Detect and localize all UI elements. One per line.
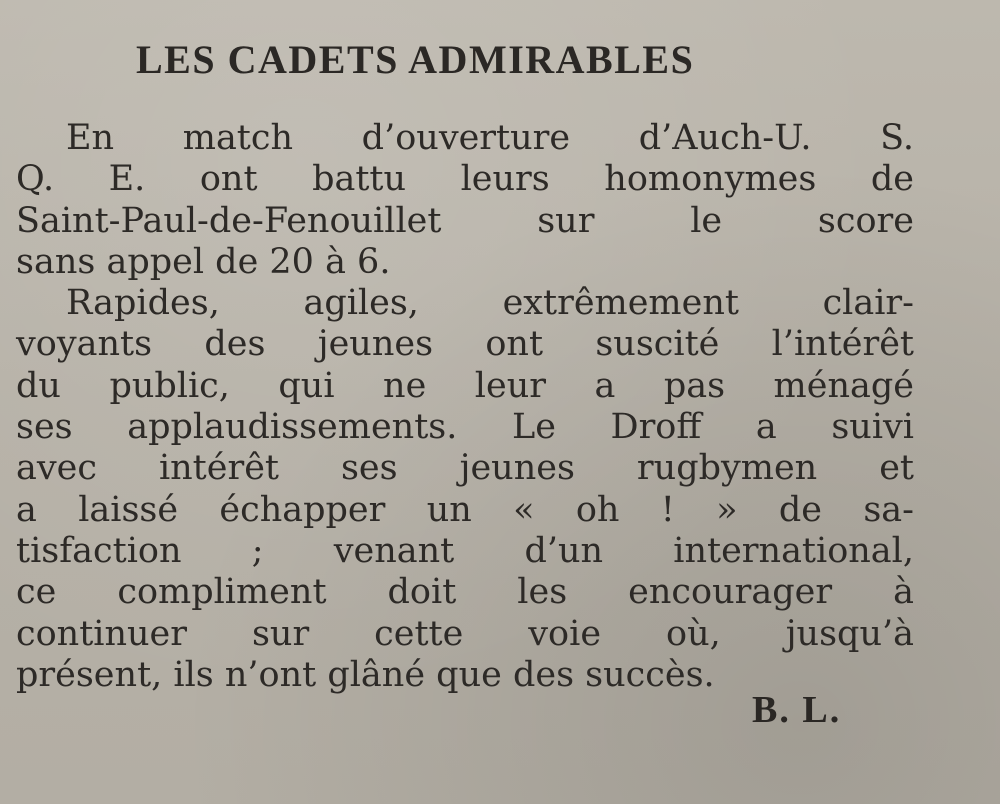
text-line: du public, qui ne leur a pas ménagé [16,365,914,406]
text-line: Rapides, agiles, extrêmement clair- [66,283,914,324]
text-line: ce compliment doit les encourager à [16,572,914,613]
text-line: En match d’ouverture d’Auch-U. S. [66,118,914,158]
paragraph-2 [16,283,914,696]
text-line: ses applaudissements. Le Droff a suivi [16,407,914,448]
text-line: Saint-Paul-de-Fenouillet sur le score [16,200,914,241]
text-line: Q. E. ont battu leurs homonymes de [16,159,914,200]
text-line: continuer sur cette voie où, jusqu’à [16,613,914,654]
article-headline: LES CADETS ADMIRABLES [136,37,695,82]
text-line: a laissé échapper un « oh ! » de sa- [16,489,914,530]
paragraph-1 [16,118,914,283]
text-line: tisfaction ; venant d’un international, [16,530,914,571]
text-line: voyants des jeunes ont suscité l’intérêt [16,324,914,365]
text-line: avec intérêt ses jeunes rugbymen et [16,448,914,489]
author-signature: B. L. [752,689,842,731]
text-line: présent, ils n’ont glâné que des succès. [16,654,715,695]
text-line: sans appel de 20 à 6. [16,241,391,282]
article-body [16,118,914,696]
